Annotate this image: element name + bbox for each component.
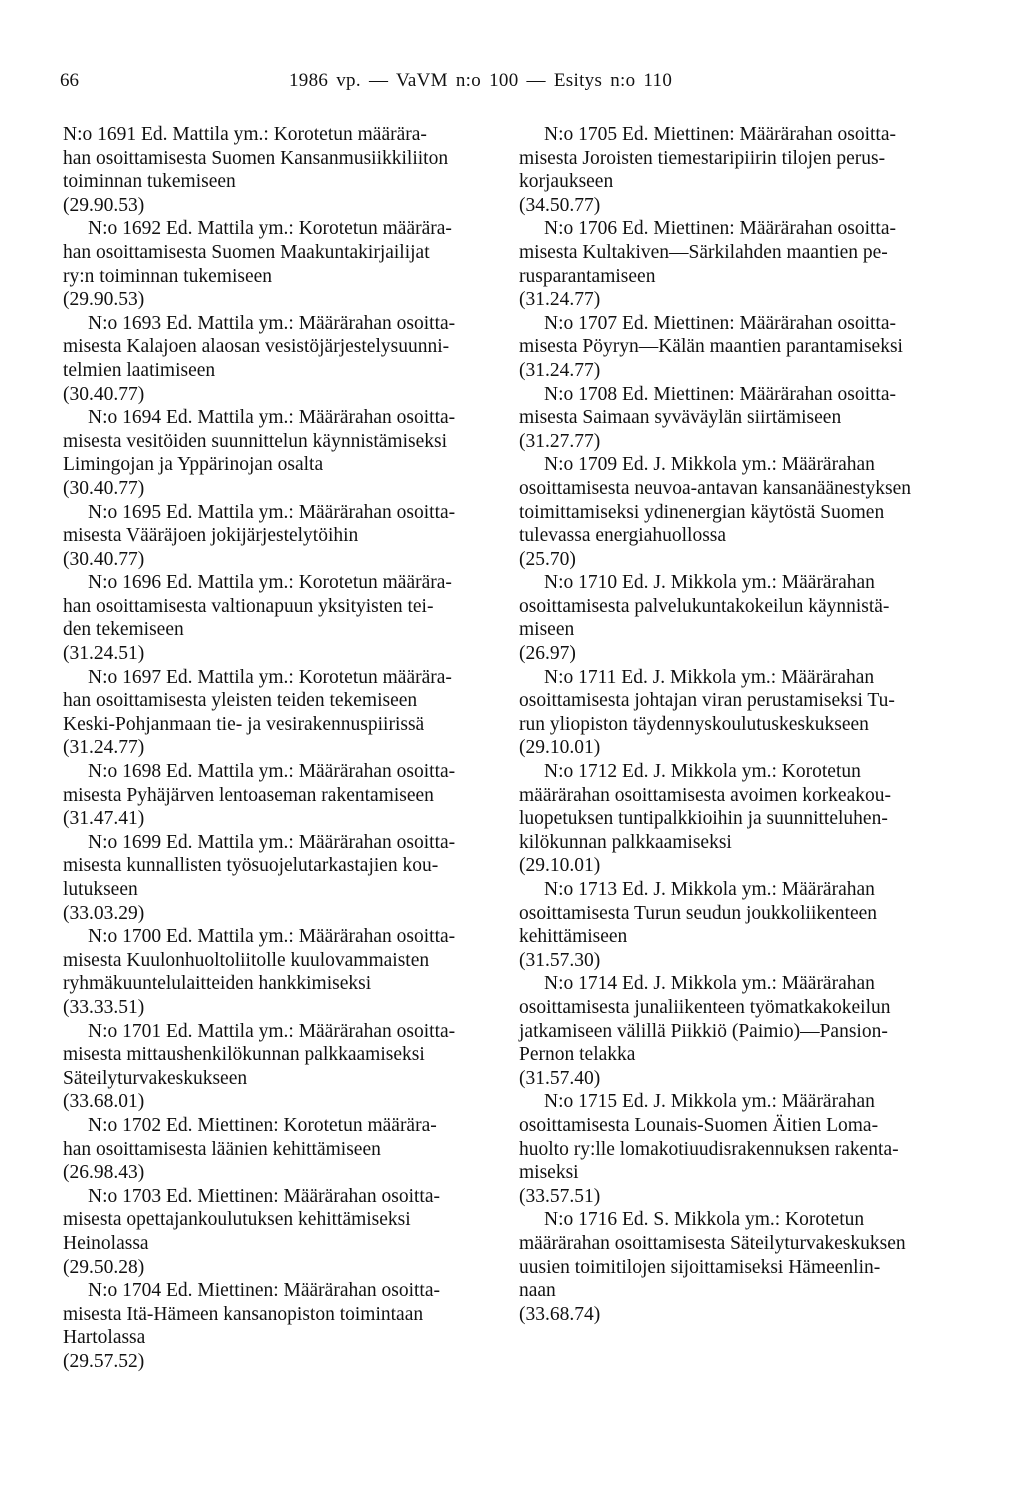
motion-text-line: N:o 1708 Ed. Miettinen: Määrärahan osoitta- [544,383,896,405]
motion-text-line: misesta vesitöiden suunnittelun käynnistämiseksi [63,430,448,452]
motion-text [519,383,959,430]
motion-text-line: osoittamisesta junaliikenteen työmatkakokeilun [519,996,891,1018]
budget-item-code: (29.10.01) [519,855,601,877]
motion-text-line: N:o 1699 Ed. Mattila ym.: Määrärahan osoitta- [88,831,456,853]
motion-text-line: N:o 1695 Ed. Mattila ym.: Määrärahan osoitta- [88,501,456,523]
motion-text-line: osoittamisesta johtajan viran perustamiseksi Tu- [519,690,895,712]
budget-item-code: (29.50.28) [63,1256,145,1278]
motion-text-line: N:o 1713 Ed. J. Mikkola ym.: Määrärahan [544,879,875,900]
budget-item-code: (31.24.77) [63,737,145,759]
budget-item-code: (25.70) [519,548,576,570]
motion-entry [519,1208,959,1326]
motion-entry [519,123,959,217]
motion-text [63,123,503,194]
motion-text-line: miseen [519,619,575,641]
motion-text-line: N:o 1698 Ed. Mattila ym.: Määrärahan osoitta- [88,761,456,783]
motion-entry [63,760,503,831]
motion-text-line: N:o 1694 Ed. Mattila ym.: Määrärahan osoitta- [88,407,456,429]
motion-text [519,571,959,642]
motion-text [63,1114,503,1161]
motion-entry [63,217,503,311]
right-column [519,123,959,1326]
motion-text [63,406,503,477]
motion-text [519,1090,959,1184]
motion-text-line: misesta opettajankoulutuksen kehittämiseksi [63,1209,411,1231]
motion-text-line: Pernon telakka [519,1044,636,1066]
motion-text-line: misesta Kultakiven—Särkilahden maantien pe- [519,241,888,263]
motion-text [519,453,959,547]
budget-item-code: (31.57.40) [519,1067,601,1089]
motion-text-line: misesta Itä-Hämeen kansanopiston toimintaan [63,1303,424,1325]
motion-text-line: N:o 1702 Ed. Miettinen: Korotetun määrära- [88,1114,437,1136]
motion-text-line: N:o 1715 Ed. J. Mikkola ym.: Määrärahan [544,1091,875,1113]
budget-item-code: (30.40.77) [63,548,145,570]
budget-item-code: (33.68.01) [63,1091,145,1113]
motion-entry [519,312,959,383]
budget-item-code: (29.90.53) [63,194,145,216]
motion-text-line: han osoittamisesta Suomen Kansanmusiikkiliiton [63,147,449,169]
motion-text-line: osoittamisesta palvelukuntakokeilun käynnistä- [519,595,890,617]
motion-text-line: N:o 1711 Ed. J. Mikkola ym.: Määrärahan [544,666,875,688]
motion-text-line: misesta Kuulonhuoltoliitolle kuulovammaisten [63,949,430,971]
motion-text-line: misesta Pyhäjärven lentoaseman rakentamiseen [63,784,434,806]
motion-entry [519,760,959,878]
motion-text-line: N:o 1700 Ed. Mattila ym.: Määrärahan osoitta- [88,926,456,948]
motion-text-line: määrärahan osoittamisesta avoimen korkeakou- [519,784,891,806]
motion-text-line: uusien toimitilojen sijoittamiseksi Hämeenlin- [519,1256,881,1278]
motion-text-line: han osoittamisesta valtionapuun yksityisten tei- [63,595,434,617]
motion-text-line: toimittamiseksi ydinenergian käytöstä Suomen [519,501,885,523]
motion-text-line: N:o 1705 Ed. Miettinen: Määrärahan osoitta- [544,124,896,145]
budget-item-code: (31.47.41) [63,808,145,830]
motion-text-line: rusparantamiseen [519,265,656,287]
motion-text-line: tulevassa energiahuollossa [519,525,727,547]
budget-item-code: (34.50.77) [519,194,601,216]
motion-text-line: N:o 1697 Ed. Mattila ym.: Korotetun määrära- [88,666,452,688]
motion-text-line: kehittämiseen [519,926,628,948]
motion-text-line: ryhmäkuuntelulaitteiden hankkimiseksi [63,973,372,995]
running-title: 1986 vp. — VaVM n:o 100 — Esitys n:o 110 [289,70,673,91]
budget-item-code: (33.68.74) [519,1303,601,1325]
motion-text [63,831,503,902]
motion-text-line: Limingojan ja Yppärinojan osalta [63,454,324,476]
motion-entry [519,972,959,1090]
budget-item-code: (33.03.29) [63,902,145,924]
motion-text-line: misesta Kalajoen alaosan vesistöjärjestelysuunni- [63,336,450,358]
motion-text-line: korjaukseen [519,171,614,193]
motion-text [63,312,503,383]
budget-item-code: (30.40.77) [63,383,145,405]
motion-text-line: misesta mittaushenkilökunnan palkkaamiseksi [63,1044,425,1066]
motion-text-line: Keski-Pohjanmaan tie- ja vesirakennuspiirissä [63,713,425,735]
motion-text-line: N:o 1691 Ed. Mattila ym.: Korotetun määrära- [63,124,427,145]
motion-entry [63,925,503,1019]
budget-item-code: (33.57.51) [519,1185,601,1207]
motion-text [519,972,959,1066]
motion-text-line: misesta Saimaan syväväylän siirtämiseen [519,407,842,429]
motion-text-line: N:o 1714 Ed. J. Mikkola ym.: Määrärahan [544,973,875,995]
motion-text [519,123,959,194]
motion-text [519,878,959,949]
motion-text-line: N:o 1692 Ed. Mattila ym.: Korotetun määrära- [88,218,452,240]
motion-entry [519,878,959,972]
motion-text-line: lutukseen [63,879,138,900]
motion-text-line: han osoittamisesta yleisten teiden tekemiseen [63,690,418,712]
motion-entry [63,312,503,406]
motion-entry [519,453,959,571]
motion-text-line: run yliopiston täydennyskoulutuskeskukseen [519,713,869,735]
motion-text-line: misesta Joroisten tiemestaripiirin tilojen perus- [519,147,886,169]
motion-entry [63,571,503,665]
motion-text [63,501,503,548]
motion-text [63,760,503,807]
motion-text-line: kilökunnan palkkaamiseksi [519,831,732,853]
budget-item-code: (26.97) [519,643,576,665]
motion-text-line: naan [519,1280,556,1302]
motion-text-line: N:o 1709 Ed. J. Mikkola ym.: Määrärahan [544,454,875,476]
motion-entry [519,1090,959,1208]
motion-entry [63,123,503,217]
motion-text-line: Säteilyturvakeskukseen [63,1067,248,1089]
motion-text-line: misesta Pöyryn—Kälän maantien parantamiseksi [519,336,903,358]
motion-text-line: N:o 1707 Ed. Miettinen: Määrärahan osoitta- [544,312,896,334]
motion-text [63,666,503,737]
motion-text-line: den tekemiseen [63,619,184,641]
motion-text-line: misesta Vääräjoen jokijärjestelytöihin [63,525,359,547]
motion-text-line: N:o 1693 Ed. Mattila ym.: Määrärahan osoitta- [88,312,456,334]
motion-text-line: Hartolassa [63,1327,146,1349]
motion-text-line: N:o 1710 Ed. J. Mikkola ym.: Määrärahan [544,572,875,594]
budget-item-code: (31.24.77) [519,289,601,311]
motion-text-line: ry:n toiminnan tukemiseen [63,265,273,287]
budget-item-code: (29.90.53) [63,289,145,311]
motion-text-line: N:o 1704 Ed. Miettinen: Määrärahan osoitta- [88,1280,440,1302]
budget-item-code: (26.98.43) [63,1162,145,1184]
motion-entry [519,217,959,311]
page-header [0,70,1024,100]
budget-item-code: (31.57.30) [519,949,601,971]
budget-item-code: (29.10.01) [519,737,601,759]
motion-text-line: toiminnan tukemiseen [63,171,236,193]
motion-entry [63,1185,503,1279]
motion-entry [63,1114,503,1185]
budget-item-code: (31.24.77) [519,359,601,381]
motion-text [519,666,959,737]
motion-text-line: miseksi [519,1162,579,1184]
motion-text-line: N:o 1703 Ed. Miettinen: Määrärahan osoitta- [88,1185,440,1207]
motion-text-line: osoittamisesta neuvoa-antavan kansanäänestyksen [519,477,912,499]
motion-text [519,312,959,359]
motion-text-line: N:o 1701 Ed. Mattila ym.: Määrärahan osoitta- [88,1020,456,1042]
budget-item-code: (29.57.52) [63,1350,145,1372]
motion-text [63,1185,503,1256]
budget-item-code: (30.40.77) [63,477,145,499]
motion-text-line: misesta kunnallisten työsuojelutarkastajien kou- [63,855,439,877]
motion-entry [63,1279,503,1373]
motion-text-line: luopetuksen tuntipalkkioihin ja suunnitteluhen- [519,808,888,830]
left-column [63,123,503,1373]
motion-entry [63,831,503,925]
motion-text [519,217,959,288]
motion-text-line: telmien laatimiseen [63,359,216,381]
motion-text [519,1208,959,1302]
motion-text-line: osoittamisesta Turun seudun joukkoliikenteen [519,902,878,924]
motion-entry [63,666,503,760]
motion-entry [519,571,959,665]
motion-text [63,217,503,288]
budget-item-code: (31.27.77) [519,430,601,452]
motion-text-line: Heinolassa [63,1232,149,1254]
motion-text-line: N:o 1706 Ed. Miettinen: Määrärahan osoitta- [544,218,896,240]
motion-entry [63,406,503,500]
motion-text [519,760,959,854]
budget-item-code: (33.33.51) [63,996,145,1018]
motion-text-line: han osoittamisesta Suomen Maakuntakirjailijat [63,241,430,263]
motion-text [63,571,503,642]
motion-text-line: N:o 1696 Ed. Mattila ym.: Korotetun määrära- [88,572,452,594]
motion-text [63,1020,503,1091]
page-number: 66 [60,70,79,91]
motion-text [63,925,503,996]
motion-text-line: osoittamisesta Lounais-Suomen Äitien Loma- [519,1114,879,1136]
motion-entry [519,383,959,454]
motion-entry [63,1020,503,1114]
motion-text [63,1279,503,1350]
motion-text-line: määrärahan osoittamisesta Säteilyturvakeskuksen [519,1232,906,1254]
motion-text-line: huolto ry:lle lomakotiuudisrakennuksen rakenta- [519,1138,899,1160]
motion-text-line: han osoittamisesta läänien kehittämiseen [63,1138,381,1160]
motion-text-line: N:o 1712 Ed. J. Mikkola ym.: Korotetun [544,761,861,783]
motion-text-line: jatkamiseen välillä Piikkiö (Paimio)—Pansion- [519,1020,888,1042]
motion-entry [519,666,959,760]
motion-text-line: N:o 1716 Ed. S. Mikkola ym.: Korotetun [544,1209,865,1231]
motion-entry [63,501,503,572]
budget-item-code: (31.24.51) [63,643,145,665]
